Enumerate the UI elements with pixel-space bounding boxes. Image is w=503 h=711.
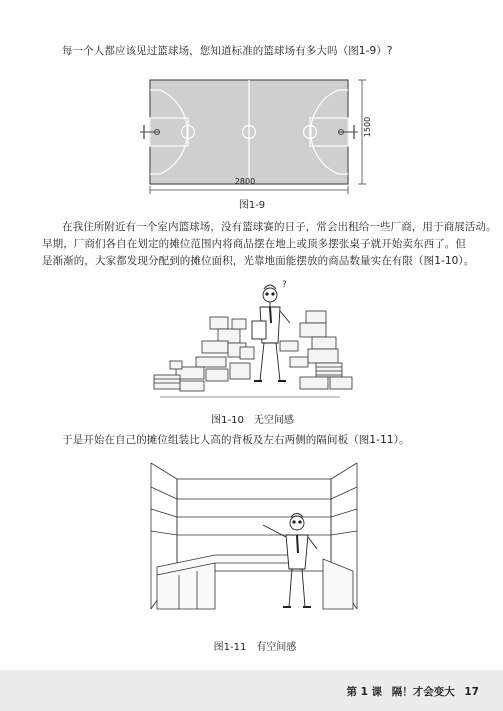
court-width-label: 2800 xyxy=(234,177,256,186)
lesson-number: 第 1 课 xyxy=(346,686,383,698)
page-footer xyxy=(0,670,503,711)
svg-text:?: ? xyxy=(282,280,287,290)
page-number: 17 xyxy=(464,686,479,698)
paragraph-line: 是渐渐的，大家都发现分配到的摊位面积，光靠地面能摆放的商品数量实在有限（图1-10）。 xyxy=(42,255,475,267)
booth-with-shelves-illustration xyxy=(145,459,363,625)
figure-1-10-caption: 图1-10 无空间感 xyxy=(211,415,294,426)
paragraph-line: 在我住所附近有一个室内篮球场，没有篮球赛的日子，常会出租给一些厂商，用于商展活动。 xyxy=(62,221,497,233)
lesson-title: 隔！才会变大 xyxy=(391,686,455,698)
confused-man-figure xyxy=(252,280,290,381)
paragraph-line: 于是开始在自己的摊位组装比人高的背板及左右两侧的隔间板（图1-11）。 xyxy=(62,434,410,446)
footer-text xyxy=(340,684,479,699)
intro-sentence: 每一个人都应该见过篮球场，您知道标准的篮球场有多大吗（图1-9）? xyxy=(62,45,393,57)
paragraph-line: 早期，厂商们各自在划定的摊位范围内将商品摆在地上或顶多摆张桌子就开始卖东西了。但 xyxy=(42,238,466,250)
figure-1-11-caption: 图1-11 有空间感 xyxy=(213,642,297,653)
figure-1-9-caption: 图1-9 xyxy=(238,200,266,211)
cluttered-booth-illustration xyxy=(140,277,370,405)
court-height-label: 1500 xyxy=(363,116,372,138)
